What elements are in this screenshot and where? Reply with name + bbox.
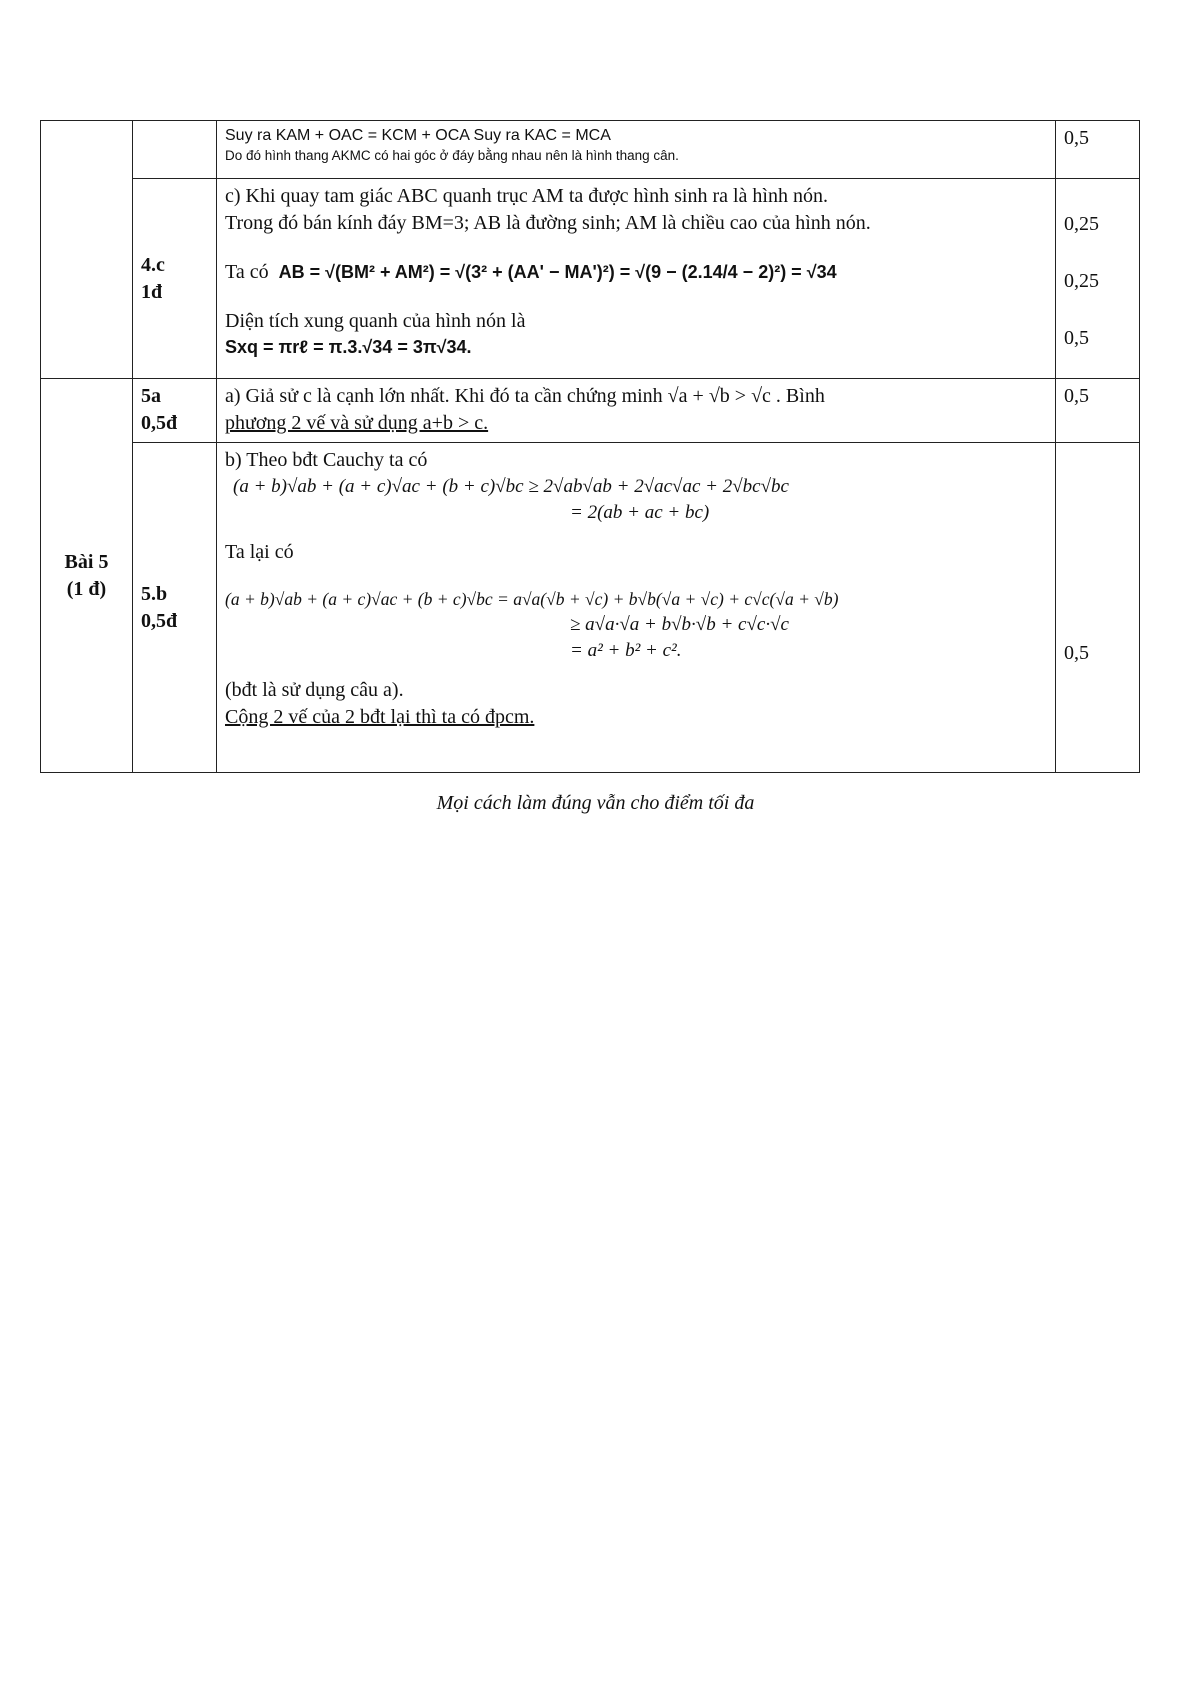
content-line: a) Giả sử c là cạnh lớn nhất. Khi đó ta cần chứng minh √a + √b > √c . Bình — [225, 385, 825, 407]
table-row — [41, 121, 1140, 179]
part-points: 0,5đ — [141, 412, 178, 434]
content-line: b) Theo bđt Cauchy ta có — [225, 449, 428, 471]
equation-line — [225, 259, 1047, 286]
score-value: 0,5 — [1064, 642, 1089, 664]
bai-cell-top — [41, 121, 133, 379]
part-label: 5.b — [141, 582, 168, 605]
content-line: phương 2 vế và sử dụng a+b > c. — [225, 412, 489, 434]
footer-note: Mọi cách làm đúng vẫn cho điểm tối đa — [436, 792, 755, 814]
part-label: 5a — [141, 385, 161, 407]
grading-table-container — [40, 120, 1140, 773]
part-cell-empty — [133, 121, 217, 179]
equation-prefix: Ta có — [225, 261, 269, 283]
part-cell — [133, 443, 217, 773]
equation: AB = √(BM² + AM²) = √(3² + (AA' − MA')²) = √(9 − (2.14/4 − 2)²) = √34 — [278, 262, 837, 282]
score-value: 0,25 — [1064, 213, 1099, 235]
content-line: c) Khi quay tam giác ABC quanh trục AM ta được hình sinh ra là hình nón. — [225, 185, 828, 207]
bai-points: (1 đ) — [66, 577, 107, 600]
part-cell — [133, 179, 217, 379]
content-cell — [217, 179, 1056, 379]
equation: ≥ a√a·√a + b√b·√b + c√c·√c — [570, 613, 789, 635]
content-cell — [217, 443, 1056, 773]
bai-cell — [41, 379, 133, 773]
content-line: Do đó hình thang AKMC có hai góc ở đáy bằng nhau nên là hình thang cân. — [225, 147, 679, 163]
score-cell — [1056, 379, 1140, 443]
content-line: Cộng 2 vế của 2 bđt lại thì ta có đpcm. — [225, 706, 535, 729]
part-points: 1đ — [141, 280, 163, 303]
table-row — [41, 443, 1140, 773]
score-cell — [1056, 179, 1140, 379]
part-cell — [133, 379, 217, 443]
equation: = 2(ab + ac + bc) — [570, 501, 710, 523]
equation: = a² + b² + c². — [570, 639, 682, 661]
bai-label: Bài 5 — [64, 550, 109, 573]
score-cell — [1056, 121, 1140, 179]
score-value: 0,25 — [1064, 270, 1099, 292]
part-label: 4.c — [141, 253, 165, 276]
part-points: 0,5đ — [141, 609, 178, 632]
score-cell — [1056, 443, 1140, 773]
table-row — [41, 379, 1140, 443]
grading-table — [40, 120, 1140, 773]
score-value: 0,5 — [1064, 327, 1089, 349]
content-cell — [217, 379, 1056, 443]
content-line: Diện tích xung quanh của hình nón là — [225, 310, 526, 332]
content-line: (bđt là sử dụng câu a). — [225, 679, 404, 702]
score-value: 0,5 — [1064, 385, 1089, 407]
score-value: 0,5 — [1064, 127, 1089, 149]
content-line: Trong đó bán kính đáy BM=3; AB là đường sinh; AM là chiều cao của hình nón. — [225, 212, 871, 234]
content-line: Ta lại có — [225, 541, 294, 564]
equation: (a + b)√ab + (a + c)√ac + (b + c)√bc = a√a(√b + √c) + b√b(√a + √c) + c√c(√a + √b) — [225, 589, 839, 610]
content-line: Suy ra KAM + OAC = KCM + OCA Suy ra KAC = MCA — [225, 127, 611, 144]
equation: (a + b)√ab + (a + c)√ac + (b + c)√bc ≥ 2√ab√ab + 2√ac√ac + 2√bc√bc — [233, 476, 789, 497]
content-cell — [217, 121, 1056, 179]
table-row — [41, 179, 1140, 379]
equation: Sxq = πrℓ = π.3.√34 = 3π√34. — [225, 337, 472, 357]
